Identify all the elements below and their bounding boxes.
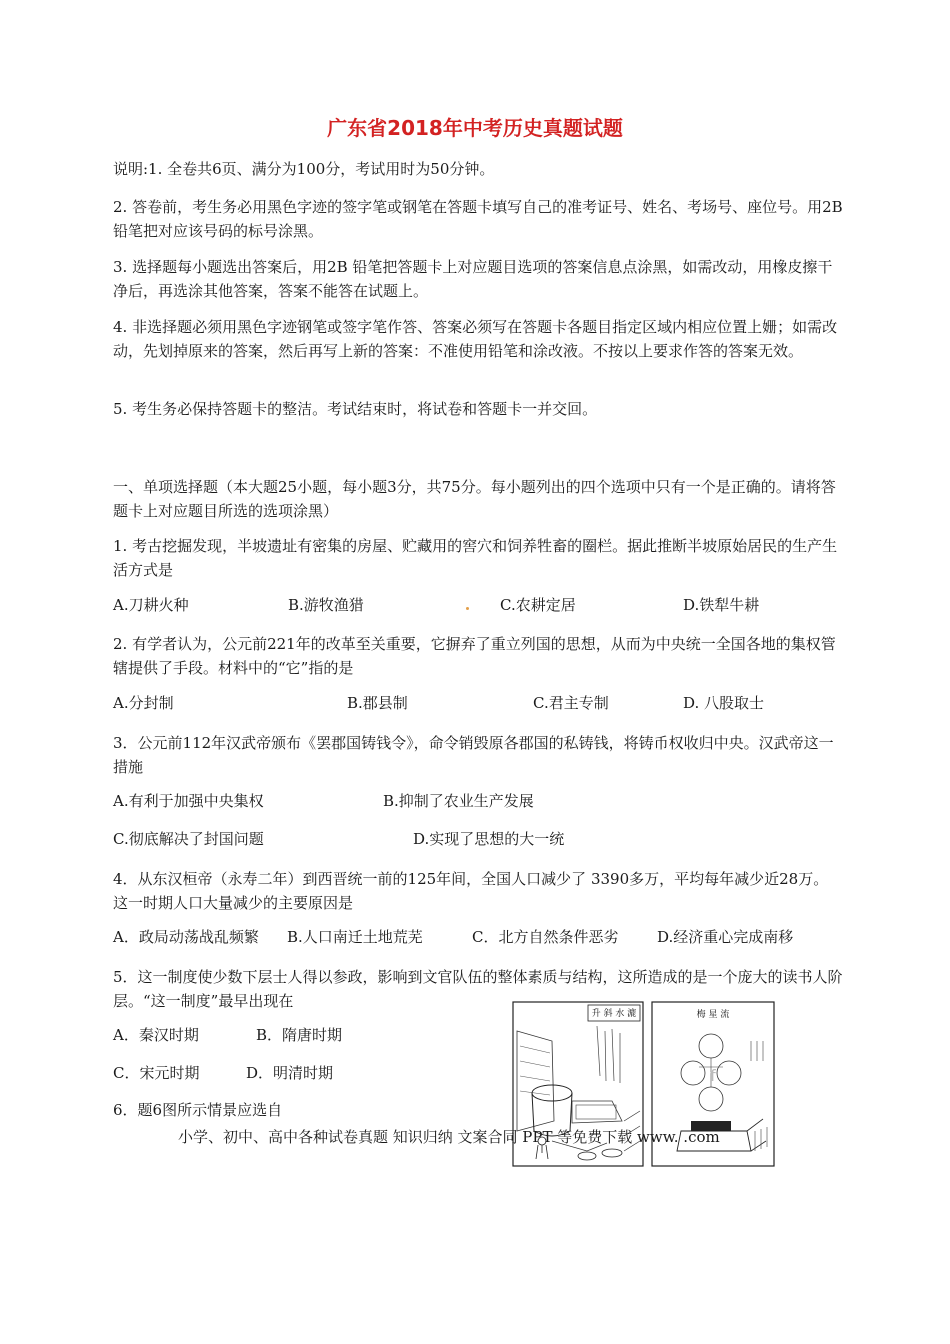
q2-option-c: C.君主专制 — [533, 694, 609, 712]
question-1-stem: 1. 考古挖掘发现，半坡遗址有密集的房屋、贮藏用的窖穴和饲养牲畜的圈栏。据此推断半坡原始居民的生产生活方式是 — [113, 537, 838, 579]
instruction-2: 2. 答卷前，考生务必用黑色字迹的签字笔或钢笔在答题卡填写自己的准考证号、姓名、考场号、座位号。用2B铅笔把对应该号码的标号涂黑。 — [113, 198, 843, 240]
q4-option-a: A．政局动荡战乱频繁 — [113, 928, 259, 946]
instruction-3: 3. 选择题每小题选出答案后，用2B 铅笔把答题卡上对应题目选项的答案信息点涂黑，如需改动，用橡皮擦干净后，再选涂其他答案，答案不能答在试题上。 — [113, 258, 833, 300]
q4-option-b: B.人口南迁土地荒芜 — [287, 928, 423, 946]
q2-option-a: A.分封制 — [113, 694, 174, 712]
exam-title: 广东省2018年中考历史真题试题 — [327, 116, 623, 140]
q5-option-b: B．隋唐时期 — [256, 1026, 343, 1044]
q5-option-c: C．宋元时期 — [113, 1064, 200, 1082]
q1-option-b: B.游牧渔猎 — [288, 596, 364, 614]
q1-option-d: D.铁犁牛耕 — [683, 596, 760, 614]
q3-option-a: A.有利于加强中央集权 — [113, 792, 264, 810]
stray-mark — [466, 607, 469, 610]
q3-option-b: B.抑制了农业生产发展 — [383, 792, 534, 810]
q1-option-c: C.农耕定居 — [500, 596, 576, 614]
q2-option-d: D. 八股取士 — [683, 694, 765, 712]
q4-option-d: D.经济重心完成南移 — [657, 928, 794, 946]
instruction-4: 4. 非选择题必须用黑色字迹钢笔或签字笔作答、答案必须写在答题卡各题目指定区域内相应位置上姗；如需改动，先划掉原来的答案，然后再写上新的答案：不准使用铅笔和涂改液。不按以上要求作答的答案无效。 — [113, 318, 838, 360]
svg-text:f: f — [710, 1066, 716, 1085]
question-2-stem: 2. 有学者认为，公元前221年的改革至关重要，它摒弃了重立列国的思想，从而为中央统一全国各地的集权管辖提供了手段。材料中的“它”指的是 — [113, 635, 836, 677]
question-6-stem: 6．题6图所示情景应选自 — [113, 1101, 283, 1119]
question-4-stem: 4．从东汉桓帝（永寿二年）到西晋统一前的125年间，全国人口减少了 3390多万，平均每年减少近28万。这一时期人口大量减少的主要原因是 — [113, 870, 829, 912]
instruction-5: 5. 考生务必保持答题卡的整洁。考试结束时，将试卷和答题卡一并交回。 — [113, 400, 598, 418]
instruction-1: 说明:1. 全卷共6页、满分为100分，考试用时为50分钟。 — [113, 160, 495, 178]
q5-option-a: A．秦汉时期 — [113, 1026, 199, 1044]
figure-left-caption: 升 斜 水 漉 — [591, 1009, 637, 1019]
footer-watermark-text: 小学、初中、高中各种试卷真题 知识归纳 文案合同 PPT 等免费下载 www. .com — [178, 1128, 720, 1146]
q1-option-a: A.刀耕火种 — [113, 596, 189, 614]
figure-right-caption: 梅 星 流 — [696, 1010, 730, 1020]
q2-option-b: B.郡县制 — [347, 694, 408, 712]
question-5-stem: 5．这一制度使少数下层士人得以参政，影响到文官队伍的整体素质与结构，这所造成的是一个庞大的读书人阶层。“这一制度”最早出现在 — [113, 968, 843, 1010]
section-heading: 一、单项选择题（本大题25小题，每小题3分，共75分。每小题列出的四个选项中只有一个是正确的。请将答题卡上对应题目所选的选项涂黑） — [113, 478, 836, 520]
q4-option-c: C．北方自然条件恶劣 — [472, 928, 619, 946]
q3-option-d: D.实现了思想的大一统 — [413, 830, 565, 848]
q3-option-c: C.彻底解决了封国问题 — [113, 830, 264, 848]
q5-option-d: D．明清时期 — [246, 1064, 334, 1082]
question-3-stem: 3．公元前112年汉武帝颁布《罢郡国铸钱令》，命令销毁原各郡国的私铸钱，将铸币权收归中央。汉武帝这一措施 — [113, 734, 834, 776]
